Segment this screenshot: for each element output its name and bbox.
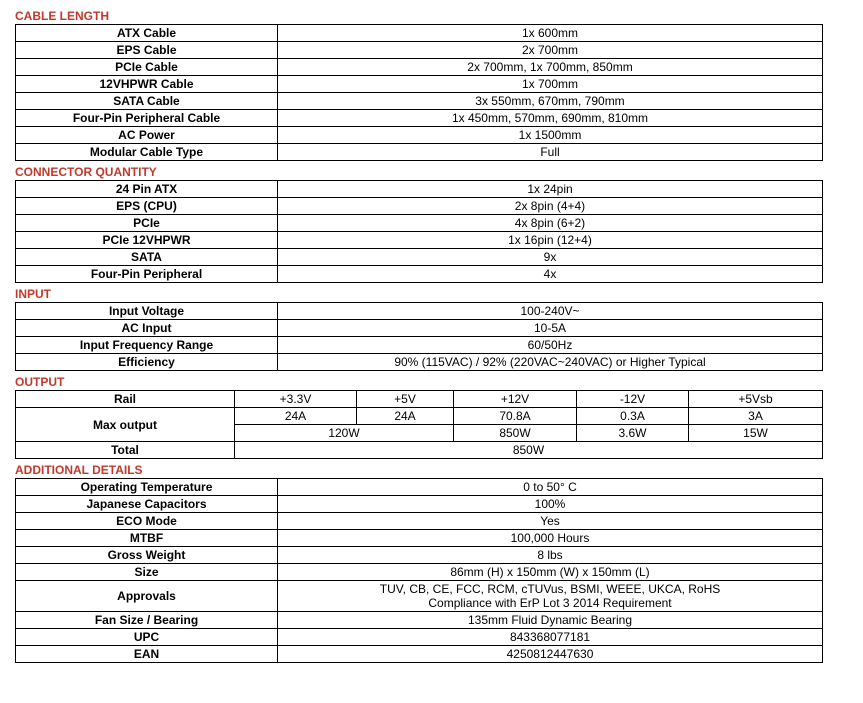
spec-value: 4250812447630 — [278, 646, 823, 663]
spec-value: 4x — [278, 266, 823, 283]
spec-label: 12VHPWR Cable — [16, 76, 278, 93]
approvals-line-1: TUV, CB, CE, FCC, RCM, cTUVus, BSMI, WEEE, UKCA, RoHS — [379, 582, 721, 596]
rail-label: Rail — [16, 391, 235, 408]
spec-value: 60/50Hz — [278, 337, 823, 354]
spec-label: EPS (CPU) — [16, 198, 278, 215]
spec-label: AC Input — [16, 320, 278, 337]
additional-body — [16, 479, 823, 581]
spec-row — [16, 110, 823, 127]
spec-value: Full — [278, 144, 823, 161]
spec-value: 0 to 50° C — [278, 479, 823, 496]
spec-label: SATA Cable — [16, 93, 278, 110]
spec-row — [16, 59, 823, 76]
input-table — [15, 302, 823, 371]
spec-label: ATX Cable — [16, 25, 278, 42]
spec-value: Yes — [278, 513, 823, 530]
spec-value: 9x — [278, 249, 823, 266]
spec-value-approvals — [278, 581, 823, 612]
spec-value: 135mm Fluid Dynamic Bearing — [278, 612, 823, 629]
spec-label: Efficiency — [16, 354, 278, 371]
spec-value: 2x 8pin (4+4) — [278, 198, 823, 215]
spec-label: Size — [16, 564, 278, 581]
spec-value: 90% (115VAC) / 92% (220VAC~240VAC) or Higher Typical — [278, 354, 823, 371]
output-rail-row — [16, 391, 823, 408]
rail-12v: +12V — [454, 391, 577, 408]
spec-row — [16, 249, 823, 266]
spec-value: 100% — [278, 496, 823, 513]
spec-row — [16, 25, 823, 42]
watts-3v3-5v: 120W — [235, 425, 454, 442]
amps-neg12v: 0.3A — [577, 408, 689, 425]
spec-row — [16, 198, 823, 215]
spec-value: 100-240V~ — [278, 303, 823, 320]
amps-5v: 24A — [357, 408, 454, 425]
spec-label: Input Frequency Range — [16, 337, 278, 354]
spec-value: 1x 24pin — [278, 181, 823, 198]
cable-length-table — [15, 24, 823, 161]
spec-label: ECO Mode — [16, 513, 278, 530]
section-title-cable-length: CABLE LENGTH — [15, 9, 109, 23]
output-table — [15, 390, 823, 459]
cable-length-body — [16, 25, 823, 161]
spec-value: 10-5A — [278, 320, 823, 337]
output-amps-row — [16, 408, 823, 425]
spec-row — [16, 337, 823, 354]
rail-5vsb: +5Vsb — [689, 391, 823, 408]
spec-row — [16, 232, 823, 249]
spec-value: 8 lbs — [278, 547, 823, 564]
spec-label: Gross Weight — [16, 547, 278, 564]
spec-row — [16, 215, 823, 232]
section-title-input: INPUT — [15, 287, 51, 301]
amps-5vsb: 3A — [689, 408, 823, 425]
spec-row — [16, 76, 823, 93]
spec-value: 2x 700mm, 1x 700mm, 850mm — [278, 59, 823, 76]
spec-row — [16, 612, 823, 629]
connector-quantity-table — [15, 180, 823, 283]
spec-label: SATA — [16, 249, 278, 266]
max-output-label: Max output — [16, 408, 235, 442]
spec-row — [16, 320, 823, 337]
spec-value: 4x 8pin (6+2) — [278, 215, 823, 232]
spec-label: Four-Pin Peripheral — [16, 266, 278, 283]
section-title-additional-details: ADDITIONAL DETAILS — [15, 463, 143, 477]
spec-label: PCIe — [16, 215, 278, 232]
spec-label: MTBF — [16, 530, 278, 547]
output-total-row — [16, 442, 823, 459]
spec-label: Modular Cable Type — [16, 144, 278, 161]
approvals-line-2: Compliance with ErP Lot 3 2014 Requirement — [428, 596, 672, 610]
spec-label: Input Voltage — [16, 303, 278, 320]
spec-row — [16, 93, 823, 110]
spec-value: 1x 700mm — [278, 76, 823, 93]
spec-row — [16, 266, 823, 283]
spec-row — [16, 127, 823, 144]
spec-row-approvals — [16, 581, 823, 612]
spec-value: 86mm (H) x 150mm (W) x 150mm (L) — [278, 564, 823, 581]
rail-neg12v: -12V — [577, 391, 689, 408]
connector-quantity-body — [16, 181, 823, 283]
rail-5v: +5V — [357, 391, 454, 408]
spec-value: 100,000 Hours — [278, 530, 823, 547]
spec-label: Fan Size / Bearing — [16, 612, 278, 629]
spec-row — [16, 564, 823, 581]
spec-label: 24 Pin ATX — [16, 181, 278, 198]
spec-value: 1x 600mm — [278, 25, 823, 42]
total-value: 850W — [235, 442, 823, 459]
spec-row — [16, 479, 823, 496]
additional-details-table — [15, 478, 823, 663]
spec-row — [16, 629, 823, 646]
spec-label: EAN — [16, 646, 278, 663]
spec-value: 2x 700mm — [278, 42, 823, 59]
spec-row — [16, 42, 823, 59]
section-title-connector-quantity: CONNECTOR QUANTITY — [15, 165, 157, 179]
spec-value: 1x 1500mm — [278, 127, 823, 144]
spec-value: 1x 450mm, 570mm, 690mm, 810mm — [278, 110, 823, 127]
spec-value: 843368077181 — [278, 629, 823, 646]
rail-3v3: +3.3V — [235, 391, 357, 408]
watts-5vsb: 15W — [689, 425, 823, 442]
section-title-output: OUTPUT — [15, 375, 65, 389]
input-body — [16, 303, 823, 371]
spec-row — [16, 530, 823, 547]
amps-3v3: 24A — [235, 408, 357, 425]
spec-row — [16, 144, 823, 161]
spec-row — [16, 547, 823, 564]
spec-row — [16, 354, 823, 371]
additional-body-after — [16, 612, 823, 663]
amps-12v: 70.8A — [454, 408, 577, 425]
spec-label: Japanese Capacitors — [16, 496, 278, 513]
spec-label: PCIe 12VHPWR — [16, 232, 278, 249]
spec-row — [16, 646, 823, 663]
spec-value: 1x 16pin (12+4) — [278, 232, 823, 249]
spec-value: 3x 550mm, 670mm, 790mm — [278, 93, 823, 110]
spec-label: PCIe Cable — [16, 59, 278, 76]
spec-label: EPS Cable — [16, 42, 278, 59]
spec-label: UPC — [16, 629, 278, 646]
spec-row — [16, 181, 823, 198]
spec-label: Approvals — [16, 581, 278, 612]
spec-row — [16, 496, 823, 513]
total-label: Total — [16, 442, 235, 459]
watts-neg12v: 3.6W — [577, 425, 689, 442]
spec-label: AC Power — [16, 127, 278, 144]
spec-label: Operating Temperature — [16, 479, 278, 496]
watts-12v: 850W — [454, 425, 577, 442]
spec-row — [16, 513, 823, 530]
spec-label: Four-Pin Peripheral Cable — [16, 110, 278, 127]
spec-row — [16, 303, 823, 320]
